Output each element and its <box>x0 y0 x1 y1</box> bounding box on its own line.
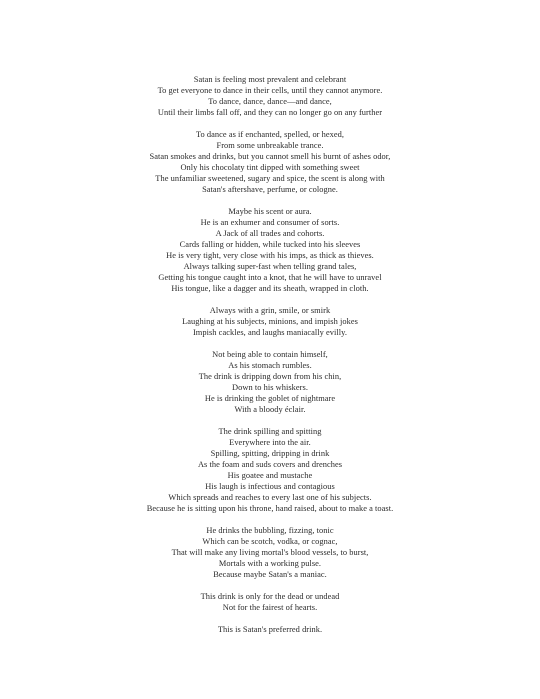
poem-line: That will make any living mortal's blood vessels, to burst, <box>171 548 369 557</box>
poem-line: Down to his whiskers. <box>232 383 308 392</box>
poem-line: Laughing at his subjects, minions, and impish jokes <box>182 317 358 326</box>
poem-line: Which can be scotch, vodka, or cognac, <box>202 537 338 546</box>
stanza-1 <box>0 74 540 118</box>
poem-line: This is Satan's preferred drink. <box>217 625 323 634</box>
stanza-2 <box>0 129 540 195</box>
stanza-7 <box>0 525 540 580</box>
poem-line: With a bloody éclair. <box>234 405 306 414</box>
poem-line: This drink is only for the dead or undead <box>200 592 340 601</box>
stanza-8 <box>0 591 540 613</box>
poem-line: Always talking super-fast when telling grand tales, <box>183 262 357 271</box>
poem-line: His goatee and mustache <box>227 471 313 480</box>
poem-line: He is drinking the goblet of nightmare <box>204 394 336 403</box>
stanza-5 <box>0 349 540 415</box>
poem-line: Because maybe Satan's a maniac. <box>213 570 327 579</box>
poem-line: To dance as if enchanted, spelled, or hexed, <box>195 130 345 139</box>
poem-line: He drinks the bubbling, fizzing, tonic <box>206 526 334 535</box>
poem-line: Everywhere into the air. <box>229 438 311 447</box>
poem-line: Maybe his scent or aura. <box>228 207 312 216</box>
poem-line: Getting his tongue caught into a knot, that he will have to unravel <box>158 273 382 282</box>
stanza-9 <box>0 624 540 635</box>
stanza-3 <box>0 206 540 294</box>
poem-line: Always with a grin, smile, or smirk <box>209 306 331 315</box>
poem-line: Satan's aftershave, perfume, or cologne. <box>202 185 338 194</box>
poem-line: The drink is dripping down from his chin, <box>198 372 342 381</box>
poem-line: Not being able to contain himself, <box>212 350 328 359</box>
poem-line: Spilling, spitting, dripping in drink <box>210 449 330 458</box>
poem-line: He is an exhumer and consumer of sorts. <box>200 218 340 227</box>
poem-line: To dance, dance, dance—and dance, <box>208 97 332 106</box>
poem-line: The unfamiliar sweetened, sugary and spice, the scent is along with <box>155 174 385 183</box>
poem-line: Only his chocolaty tint dipped with something sweet <box>180 163 360 172</box>
stanza-6 <box>0 426 540 514</box>
poem-line: To get everyone to dance in their cells, until they cannot anymore. <box>157 86 383 95</box>
poem-line: Cards falling or hidden, while tucked into his sleeves <box>179 240 361 249</box>
poem-line: Satan smokes and drinks, but you cannot smell his burnt of ashes odor, <box>149 152 391 161</box>
poem-line: A Jack of all trades and cohorts. <box>215 229 325 238</box>
poem-line: Which spreads and reaches to every last one of his subjects. <box>168 493 372 502</box>
poem-line: Until their limbs fall off, and they can no longer go on any further <box>157 108 383 117</box>
poem-line: The drink spilling and spitting <box>218 427 322 436</box>
poem-line: Satan is feeling most prevalent and celebrant <box>193 75 347 84</box>
poem-line: Not for the fairest of hearts. <box>222 603 318 612</box>
poem-line: Impish cackles, and laughs maniacally evilly. <box>192 328 348 337</box>
poem-body <box>0 74 540 646</box>
poem-line: Because he is sitting upon his throne, hand raised, about to make a toast. <box>146 504 394 513</box>
poem-line: Mortals with a working pulse. <box>218 559 322 568</box>
poem-line: His laugh is infectious and contagious <box>205 482 335 491</box>
poem-line: As the foam and suds covers and drenches <box>197 460 343 469</box>
poem-line: He is very tight, very close with his imps, as thick as thieves. <box>166 251 374 260</box>
stanza-4 <box>0 305 540 338</box>
poem-line: His tongue, like a dagger and its sheath, wrapped in cloth. <box>171 284 369 293</box>
poem-line: As his stomach rumbles. <box>228 361 312 370</box>
poem-line: From some unbreakable trance. <box>216 141 324 150</box>
